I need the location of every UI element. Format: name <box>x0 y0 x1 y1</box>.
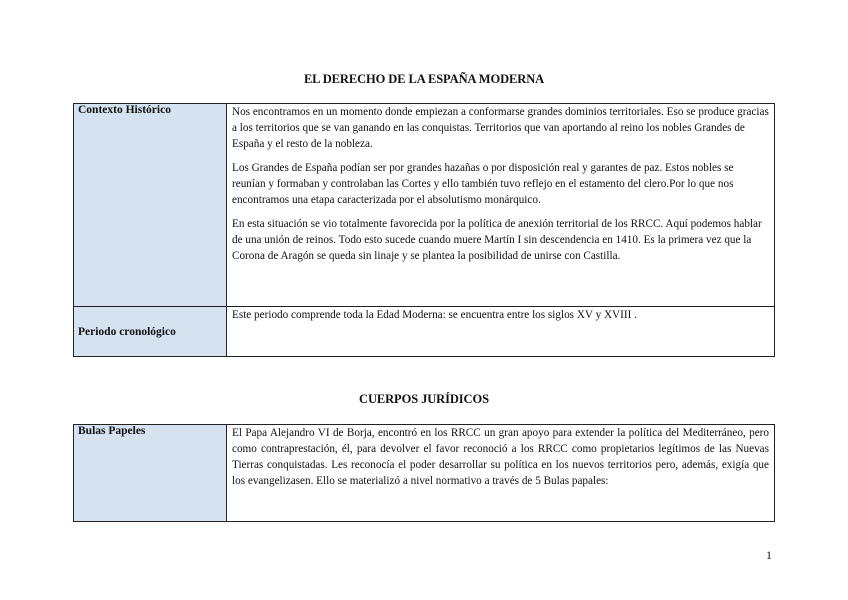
table-row <box>74 425 775 522</box>
contexto-label: Contexto Histórico <box>74 104 227 307</box>
bulas-table <box>73 424 775 522</box>
contexto-paragraph-3: En esta situación se vio totalmente favorecida por la política de anexión territorial de los RRCC. Aquí podemos hablar de una unión de reinos. Todo esto sucede cuando muere Martín I sin descendencia en 1410. Es la primera vez que la Corona de Aragón se queda sin linaje y se plantea la posibilidad de unirse con Castilla. <box>232 218 762 262</box>
table-row <box>74 104 775 307</box>
periodo-content: Este periodo comprende toda la Edad Moderna: se encuentra entre los siglos XV y XVIII . <box>227 307 775 357</box>
table-row <box>74 307 775 357</box>
contexto-paragraph-1: Nos encontramos en un momento donde empiezan a conformarse grandes dominios territoriales. Eso se produce gracias a los territorios que se van ganando en las conquistas. Territorios que van aportando al reino los nobles Grandes de España y el resto de la nobleza. <box>232 106 769 150</box>
page-number: 1 <box>766 548 772 562</box>
section-title-cuerpos: CUERPOS JURÍDICOS <box>359 392 489 406</box>
section-title-derecho: EL DERECHO DE LA ESPAÑA MODERNA <box>303 72 545 86</box>
periodo-label: Periodo cronológico <box>74 307 227 357</box>
bulas-content: El Papa Alejandro VI de Borja, encontró en los RRCC un gran apoyo para extender la política del Mediterráneo, pero como contraprestación, él, para devolver el favor reconoció a los RRCC como propietarios legítimos de las Nuevas Tierras conquistadas. Les reconocía el poder desarrollar su política en los nuevos territorios pero, además, exigía que los evangelizasen. Ello se materializó a nivel normativo a través de 5 Bulas papales: <box>227 425 775 522</box>
bulas-label: Bulas Papeles <box>74 425 227 522</box>
contexto-paragraph-2: Los Grandes de España podían ser por grandes hazañas o por disposición real y garantes de paz. Estos nobles se reunían y formaban y controlaban las Cortes y ello también tuvo reflejo en el estamento del clero.Por lo que nos encontramos una etapa caracterizada por el absolutismo monárquico. <box>232 162 734 206</box>
context-table <box>73 103 775 357</box>
contexto-content <box>227 104 775 307</box>
